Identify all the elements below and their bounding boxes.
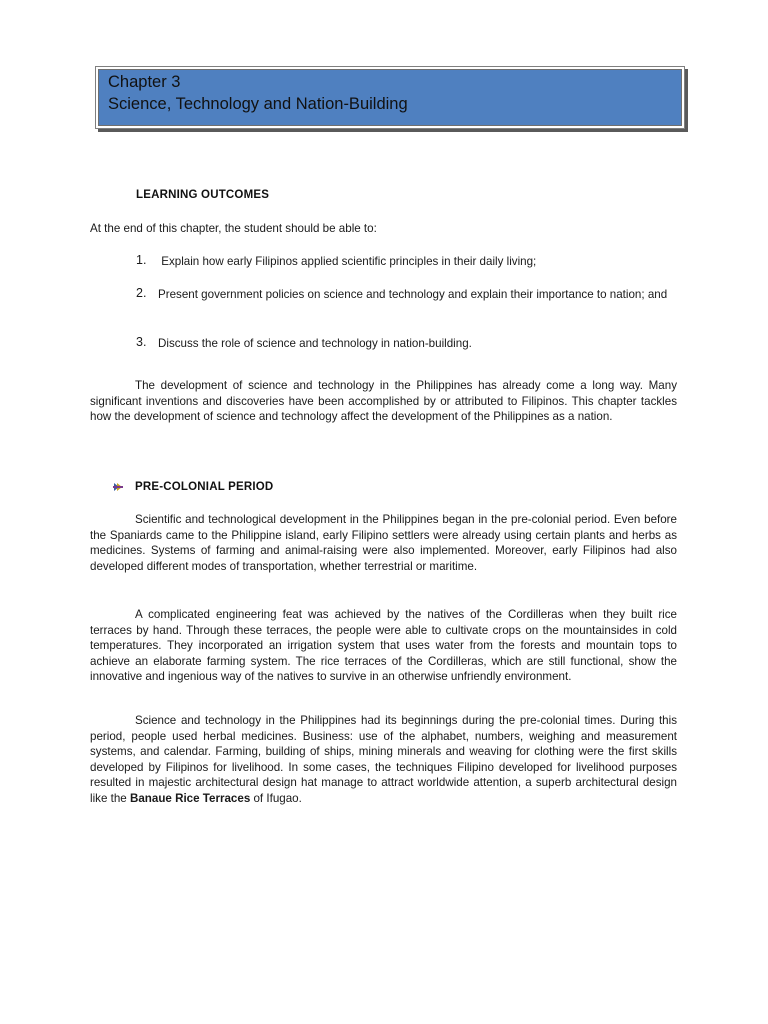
outcome-number-3: 3. [136, 335, 147, 349]
outcome-text-2: Present government policies on science and technology and explain their importance to nation; and [158, 288, 668, 301]
pre-colonial-heading: PRE-COLONIAL PERIOD [135, 481, 274, 493]
chapter-header-box [95, 66, 685, 129]
intro-paragraph: The development of science and technology in the Philippines has already come a long way. Many significant inventions and discoveries have been accomplished by or attributed to Filipinos. This chapter tackles how the development of science and technology affect the development of the Philippines as a nation. [90, 379, 677, 424]
arrow-bullet-icon [113, 482, 123, 492]
pre-colonial-paragraph-1: Scientific and technological development in the Philippines began in the pre-colonial period. Even before the Spaniards came to the Philippine island, early Filipino settlers were already using certain plants and herbs as medicines. Systems of farming and animal-raising were also implemented. Moreover, early Filipinos had also developed different modes of transportation, whether terrestrial or maritime. [90, 513, 677, 573]
outcome-number-2: 2. [136, 286, 147, 300]
outcome-number-1: 1. [136, 253, 147, 267]
outcome-text-3: Discuss the role of science and technology in nation-building. [158, 337, 472, 350]
pre-colonial-paragraph-3 [90, 713, 677, 807]
banaue-rice-terraces-term: Banaue Rice Terraces [129, 791, 251, 805]
pre-colonial-paragraph-2: A complicated engineering feat was achieved by the natives of the Cordilleras when they built rice terraces by hand. Through these terraces, the people were able to cultivate crops on the mountainsides in cold temperatures. They incorporated an irrigation system that uses water from the forests and mountain tops to achieve an elaborate farming system. The rice terraces of the Cordilleras, which are still functional, show the innovative and ingenious way of the natives to survive in an otherwise unfriendly environment. [90, 608, 677, 684]
learning-outcomes-heading: LEARNING OUTCOMES [136, 189, 270, 201]
chapter-title: Science, Technology and Nation-Building [108, 95, 408, 113]
learning-outcomes-intro: At the end of this chapter, the student should be able to: [90, 222, 377, 235]
paragraph-3-text-after: of Ifugao. [250, 791, 302, 805]
outcome-text-1: Explain how early Filipinos applied scientific principles in their daily living; [158, 255, 537, 268]
paragraph-3-text-before: Science and technology in the Philippines had its beginnings during the pre-colonial times. During this period, people used herbal medicines. Business: use of the alphabet, numbers, weighing and measurement systems, and calendar. Farming, building of ships, mining minerals and weaving for clothing were the first skills developed by Filipinos for livelihood. In some cases, the techniques Filipino developed for livelihood purposes resulted in majestic architectural design hat manage to attract worldwide attention, a superb architectural design like the [90, 714, 677, 805]
chapter-number: Chapter 3 [108, 73, 181, 91]
